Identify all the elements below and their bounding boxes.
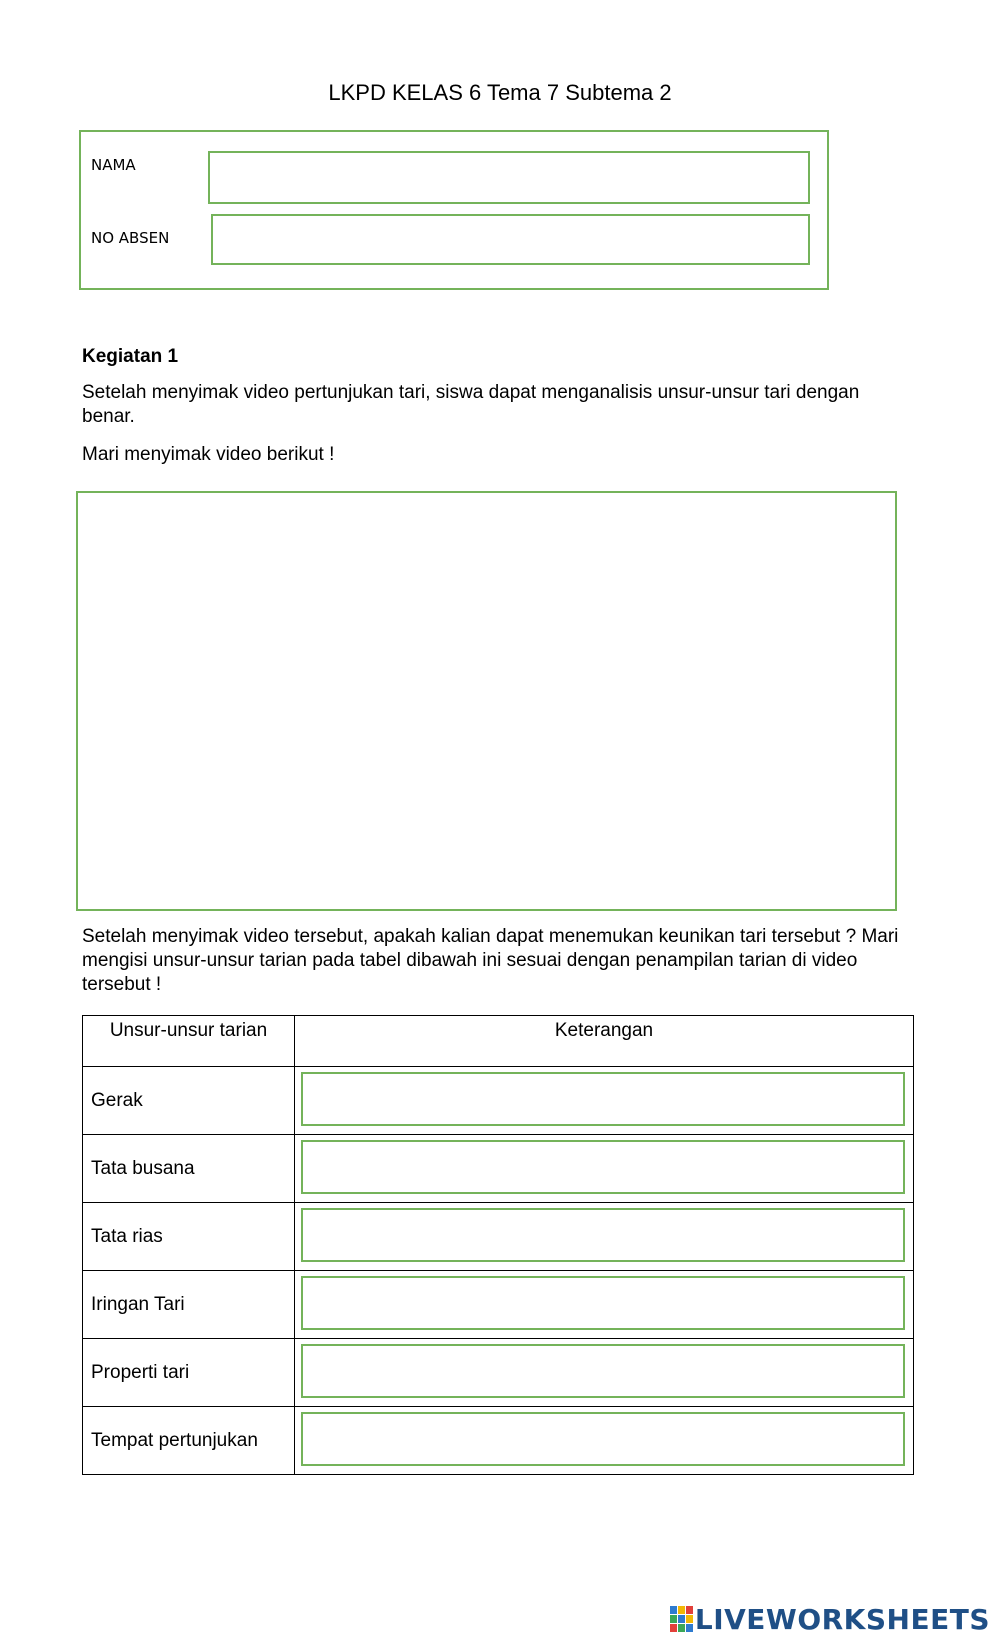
- row-label: Properti tari: [83, 1339, 295, 1407]
- table-row: [83, 1339, 914, 1407]
- properti-tari-input[interactable]: [301, 1344, 905, 1398]
- table-header-row: [83, 1016, 914, 1067]
- table-row: [83, 1203, 914, 1271]
- tata-busana-input[interactable]: [301, 1140, 905, 1194]
- tempat-pertunjukan-input[interactable]: [301, 1412, 905, 1466]
- row-label: Iringan Tari: [83, 1271, 295, 1339]
- table-row: [83, 1135, 914, 1203]
- name-label: NAMA: [91, 156, 136, 174]
- absen-input[interactable]: [211, 214, 810, 265]
- name-input[interactable]: [208, 151, 810, 204]
- table-row: [83, 1407, 914, 1475]
- gerak-input[interactable]: [301, 1072, 905, 1126]
- table-row: [83, 1271, 914, 1339]
- activity-question: Setelah menyimak video tersebut, apakah kalian dapat menemukan keunikan tari tersebut ? Mari mengisi unsur-unsur tarian pada tabel dibawah ini sesuai dengan penampilan tarian di video tersebut !: [82, 926, 899, 995]
- row-label: Gerak: [83, 1067, 295, 1135]
- row-label: Tata busana: [83, 1135, 295, 1203]
- liveworksheets-brand: [670, 1603, 990, 1635]
- absen-label: NO ABSEN: [91, 229, 170, 247]
- unsur-table: [82, 1015, 914, 1475]
- video-placeholder[interactable]: [76, 491, 897, 911]
- iringan-tari-input[interactable]: [301, 1276, 905, 1330]
- liveworksheets-logo-icon: [670, 1606, 692, 1632]
- header-keterangan: Keterangan: [295, 1016, 914, 1067]
- row-label: Tempat pertunjukan: [83, 1407, 295, 1475]
- table-row: [83, 1067, 914, 1135]
- activity-heading: Kegiatan 1: [82, 346, 179, 367]
- activity-objective: Setelah menyimak video pertunjukan tari, siswa dapat menganalisis unsur-unsur tari dengan benar.: [82, 382, 860, 427]
- activity-instruction: Mari menyimak video berikut !: [82, 444, 335, 465]
- row-label: Tata rias: [83, 1203, 295, 1271]
- page-title: LKPD KELAS 6 Tema 7 Subtema 2: [328, 80, 672, 105]
- tata-rias-input[interactable]: [301, 1208, 905, 1262]
- header-unsur: Unsur-unsur tarian: [83, 1016, 295, 1067]
- brand-name: LIVEWORKSHEETS: [694, 1602, 990, 1636]
